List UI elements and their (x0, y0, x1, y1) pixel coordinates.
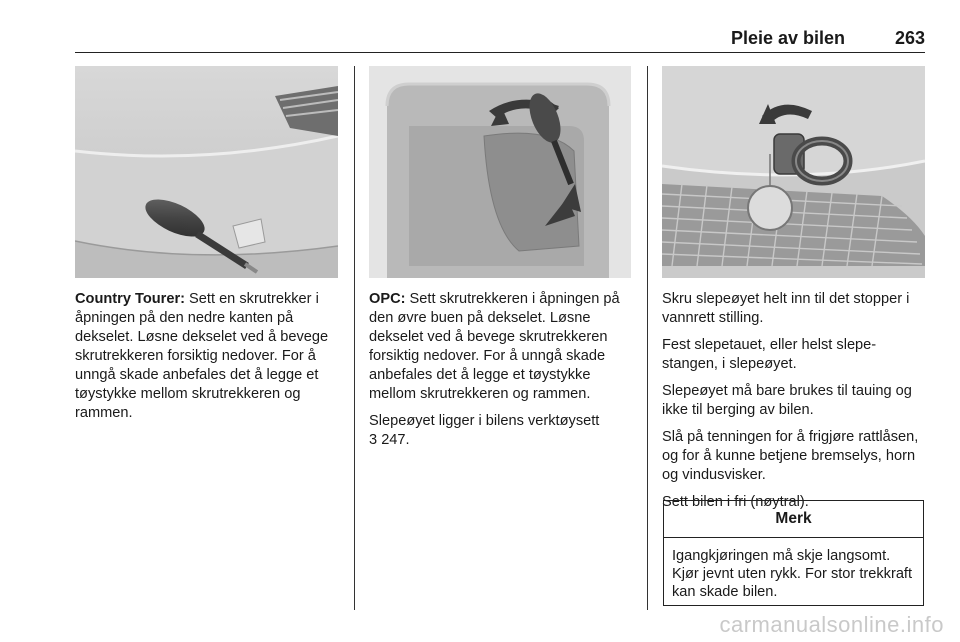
paragraph-towing-1: Skru slepeøyet helt inn til det stopper i vannrett stilling. (662, 291, 910, 326)
label-opc: OPC: (369, 291, 406, 307)
page-title: Pleie av bilen (730, 28, 845, 48)
paragraph-country-tourer (75, 290, 339, 423)
figure-tow-eye (662, 66, 925, 278)
column-country-tourer (75, 290, 339, 431)
column-divider-1 (354, 66, 355, 610)
column-divider-2 (647, 66, 648, 610)
column-opc (369, 290, 633, 458)
footer-watermark: carmanualsonline.info (719, 612, 944, 637)
paragraph-opc (369, 290, 633, 404)
paragraph-towing-4: Slå på tenningen for å frigjøre rattlåsen, og for å kunne betjene bremselys, horn og vindusvisker. (662, 429, 919, 483)
page-header (75, 24, 925, 53)
figure-country-tourer-drawing (75, 66, 338, 278)
text-country-tourer: Sett en skrutrekker i åpningen på den nedre kanten på dekselet. Løsne dekselet ved å bevege skrutrekkeren forsiktig nedover. For å unngå skade anbefales det å legge et tøystykke mellom skrutrekkeren og rammen. (75, 291, 329, 421)
label-country-tourer: Country Tourer: (75, 291, 185, 307)
figure-opc (369, 66, 631, 278)
figure-tow-eye-drawing (662, 66, 925, 278)
paragraph-tow-eye-location (369, 412, 633, 450)
figure-opc-drawing (369, 66, 631, 278)
paragraph-towing-2: Fest slepetauet, eller helst slepestangen, i slepeøyet. (662, 337, 877, 372)
figure-country-tourer (75, 66, 338, 278)
paragraph-towing-3: Slepeøyet må bare brukes til tauing og ikke til berging av bilen. (662, 383, 912, 418)
note-text: Igangkjøringen må skje langsomt. Kjør jevnt uten rykk. For stor trekkraft kan skade bilen. (672, 548, 913, 600)
text-tow-eye-location: Slepeøyet ligger i bilens verktøysett (369, 413, 600, 429)
note-box (663, 500, 924, 606)
page-number: 263 (894, 28, 925, 48)
note-title: Merk (664, 501, 923, 538)
reference-arrow-icon: 3 (369, 432, 378, 448)
column-towing (662, 290, 926, 520)
reference-page: 247. (381, 432, 410, 448)
text-opc: Sett skrutrekkeren i åpningen på den øvre buen på dekselet. Løsne dekselet ved å bevege skrutrekkeren forsiktig nedover. For å unngå skade anbefales det å legge et tøystykke mellom skrutrekkeren og rammen. (369, 291, 620, 402)
paragraph-towing-5: Sett bilen i fri (nøytral). (662, 494, 809, 510)
